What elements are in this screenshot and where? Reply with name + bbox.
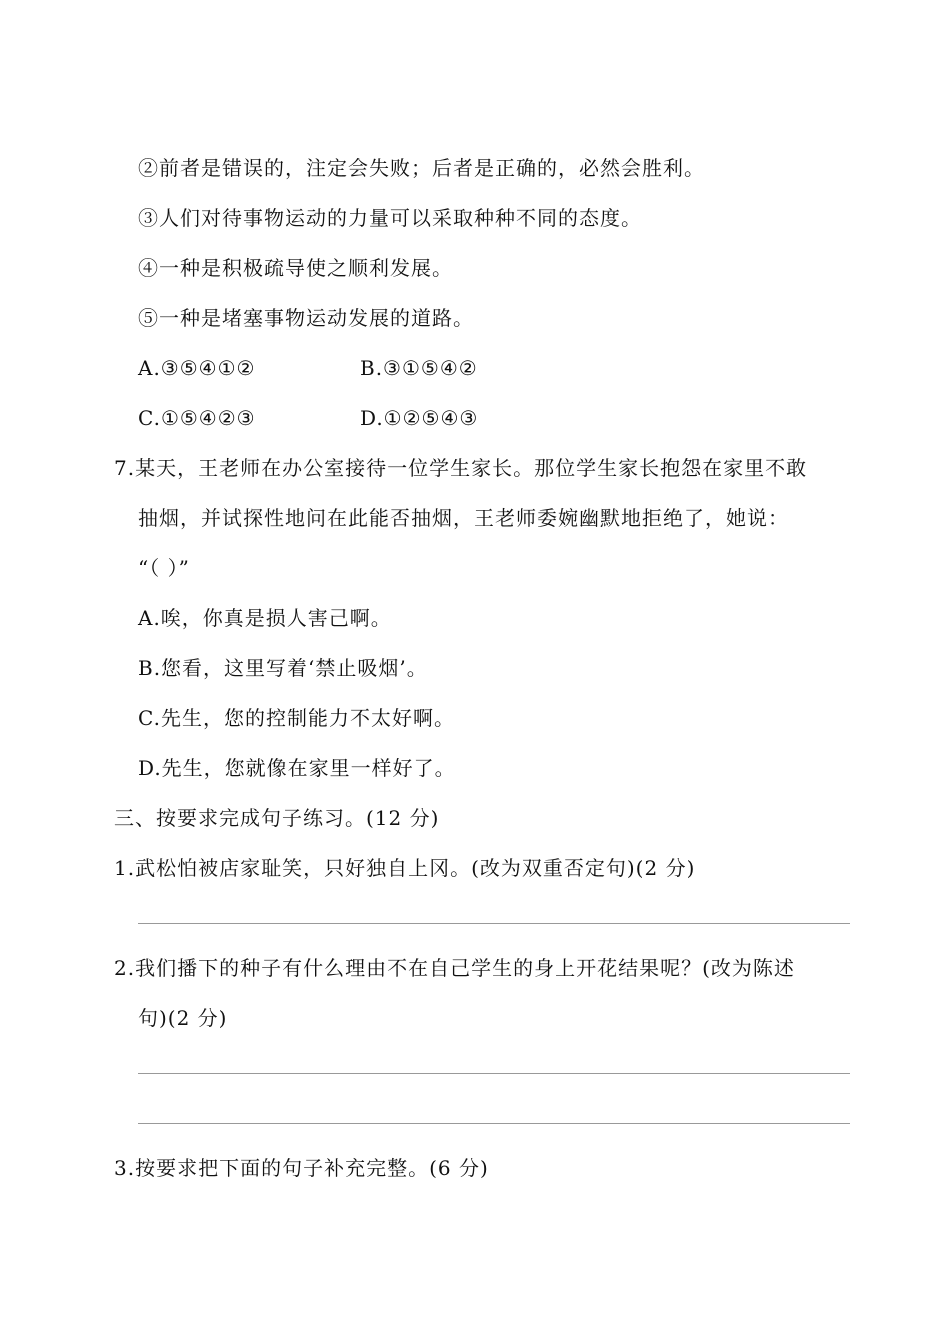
section3-heading: 三、按要求完成句子练习。(12 分) [114,806,440,830]
q6-item-5: ⑤一种是堵塞事物运动发展的道路。 [138,306,474,330]
q7-option-a: A.唉，你真是损人害己啊。 [138,606,392,630]
q7-answer-blank: “（ ）” [138,556,190,580]
q6-option-d: D.①②⑤④③ [360,406,479,430]
section3-q1: 1.武松怕被店家耻笑，只好独自上冈。(改为双重否定句)(2 分) [114,856,696,880]
section3-q3: 3.按要求把下面的句子补充完整。(6 分) [114,1156,489,1180]
q7-option-c: C.先生，您的控制能力不太好啊。 [138,706,455,730]
answer-line-q2-1[interactable] [138,1073,850,1074]
q6-item-4: ④一种是积极疏导使之顺利发展。 [138,256,453,280]
section3-q2-line2: 句)(2 分) [138,1006,228,1030]
q6-option-b: B.③①⑤④② [360,356,478,380]
answer-line-q2-2[interactable] [138,1123,850,1124]
q7-stem-line2: 抽烟，并试探性地问在此能否抽烟，王老师委婉幽默地拒绝了，她说： [138,506,789,530]
q6-option-c: C.①⑤④②③ [138,406,256,430]
q7-stem-line1: 7.某天，王老师在办公室接待一位学生家长。那位学生家长抱怨在家里不敢 [114,456,808,480]
q6-item-3: ③人们对待事物运动的力量可以采取种种不同的态度。 [138,206,642,230]
q6-item-2: ②前者是错误的，注定会失败；后者是正确的，必然会胜利。 [138,156,705,180]
section3-q2-line1: 2.我们播下的种子有什么理由不在自己学生的身上开花结果呢？(改为陈述 [114,956,795,980]
q7-option-b: B.您看，这里写着‘禁止吸烟’。 [138,656,428,680]
q7-option-d: D.先生，您就像在家里一样好了。 [138,756,456,780]
answer-line-q1[interactable] [138,923,850,924]
q6-option-a: A.③⑤④①② [138,356,256,380]
